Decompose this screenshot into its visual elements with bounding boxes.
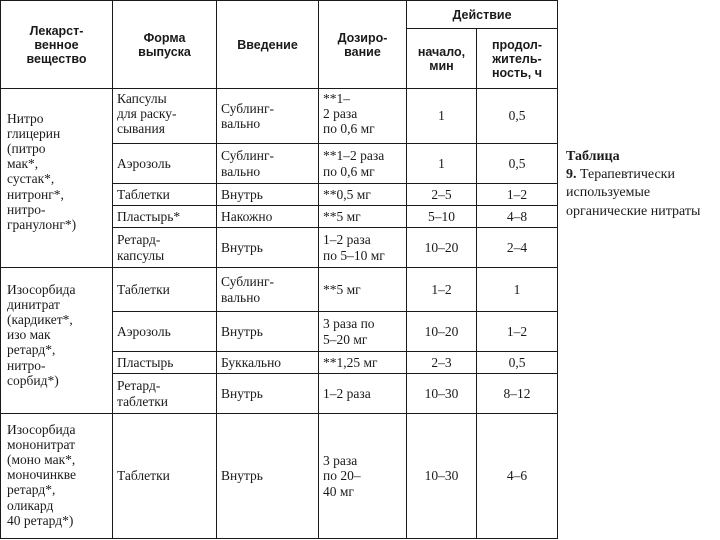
form-cell: Аэрозоль: [113, 144, 217, 184]
duration-cell: 0,5: [477, 144, 558, 184]
duration-cell: 0,5: [477, 352, 558, 374]
duration-cell: 1–2: [477, 312, 558, 352]
dose-cell: 1–2 раза: [319, 374, 407, 414]
onset-cell: 10–30: [407, 374, 477, 414]
onset-cell: 5–10: [407, 206, 477, 228]
route-cell: Внутрь: [217, 414, 319, 539]
route-cell: Внутрь: [217, 312, 319, 352]
dose-cell: **5 мг: [319, 206, 407, 228]
route-cell: Сублинг- вально: [217, 89, 319, 144]
onset-cell: 1: [407, 89, 477, 144]
form-cell: Таблетки: [113, 268, 217, 312]
header-onset: начало, мин: [407, 29, 477, 89]
onset-cell: 10–30: [407, 414, 477, 539]
dose-cell: 3 раза по 5–20 мг: [319, 312, 407, 352]
dose-cell: 1–2 раза по 5–10 мг: [319, 228, 407, 268]
header-dose: Дозиро- вание: [319, 1, 407, 89]
header-drug: Лекарст- венное вещество: [1, 1, 113, 89]
duration-cell: 1–2: [477, 184, 558, 206]
onset-cell: 10–20: [407, 228, 477, 268]
onset-cell: 10–20: [407, 312, 477, 352]
onset-cell: 2–3: [407, 352, 477, 374]
dose-cell: **1,25 мг: [319, 352, 407, 374]
route-cell: Буккально: [217, 352, 319, 374]
form-cell: Пластырь*: [113, 206, 217, 228]
form-cell: Ретард- капсулы: [113, 228, 217, 268]
form-cell: Аэрозоль: [113, 312, 217, 352]
duration-cell: 0,5: [477, 89, 558, 144]
route-cell: Сублинг- вально: [217, 144, 319, 184]
header-action: Действие: [407, 1, 558, 29]
table-row: [1, 268, 558, 312]
duration-cell: 4–6: [477, 414, 558, 539]
form-cell: Капсулы для раску- сывания: [113, 89, 217, 144]
duration-cell: 1: [477, 268, 558, 312]
duration-cell: 2–4: [477, 228, 558, 268]
header-route: Введение: [217, 1, 319, 89]
route-cell: Внутрь: [217, 228, 319, 268]
onset-cell: 2–5: [407, 184, 477, 206]
dose-cell: **1–2 раза по 0,6 мг: [319, 144, 407, 184]
table-caption: [566, 148, 718, 221]
form-cell: Таблетки: [113, 414, 217, 539]
duration-cell: 4–8: [477, 206, 558, 228]
form-cell: Ретард- таблетки: [113, 374, 217, 414]
onset-cell: 1–2: [407, 268, 477, 312]
route-cell: Внутрь: [217, 184, 319, 206]
caption-text: Терапевтически используемые органические нитраты: [566, 167, 701, 219]
header-form: Форма выпуска: [113, 1, 217, 89]
duration-cell: 8–12: [477, 374, 558, 414]
dose-cell: **5 мг: [319, 268, 407, 312]
caption-title: Таблица: [566, 149, 620, 164]
table-row: [1, 89, 558, 144]
onset-cell: 1: [407, 144, 477, 184]
drug-cell: Изосорбида динитрат (кардикет*, изо мак ретард*, нитро- сорбид*): [1, 268, 113, 414]
form-cell: Пластырь: [113, 352, 217, 374]
route-cell: Накожно: [217, 206, 319, 228]
route-cell: Внутрь: [217, 374, 319, 414]
header-duration: продол- житель- ность, ч: [477, 29, 558, 89]
route-cell: Сублинг- вально: [217, 268, 319, 312]
dose-cell: **1– 2 раза по 0,6 мг: [319, 89, 407, 144]
form-cell: Таблетки: [113, 184, 217, 206]
caption-number: 9.: [566, 167, 577, 183]
drug-cell: Нитро глицерин (питро мак*, сустак*, нитронг*, нитро- гранулонг*): [1, 89, 113, 268]
table-row: [1, 414, 558, 539]
dose-cell: 3 раза по 20– 40 мг: [319, 414, 407, 539]
dose-cell: **0,5 мг: [319, 184, 407, 206]
drug-cell: Изосорбида мононитрат (моно мак*, моночинкве ретард*, оликард 40 ретард*): [1, 414, 113, 539]
